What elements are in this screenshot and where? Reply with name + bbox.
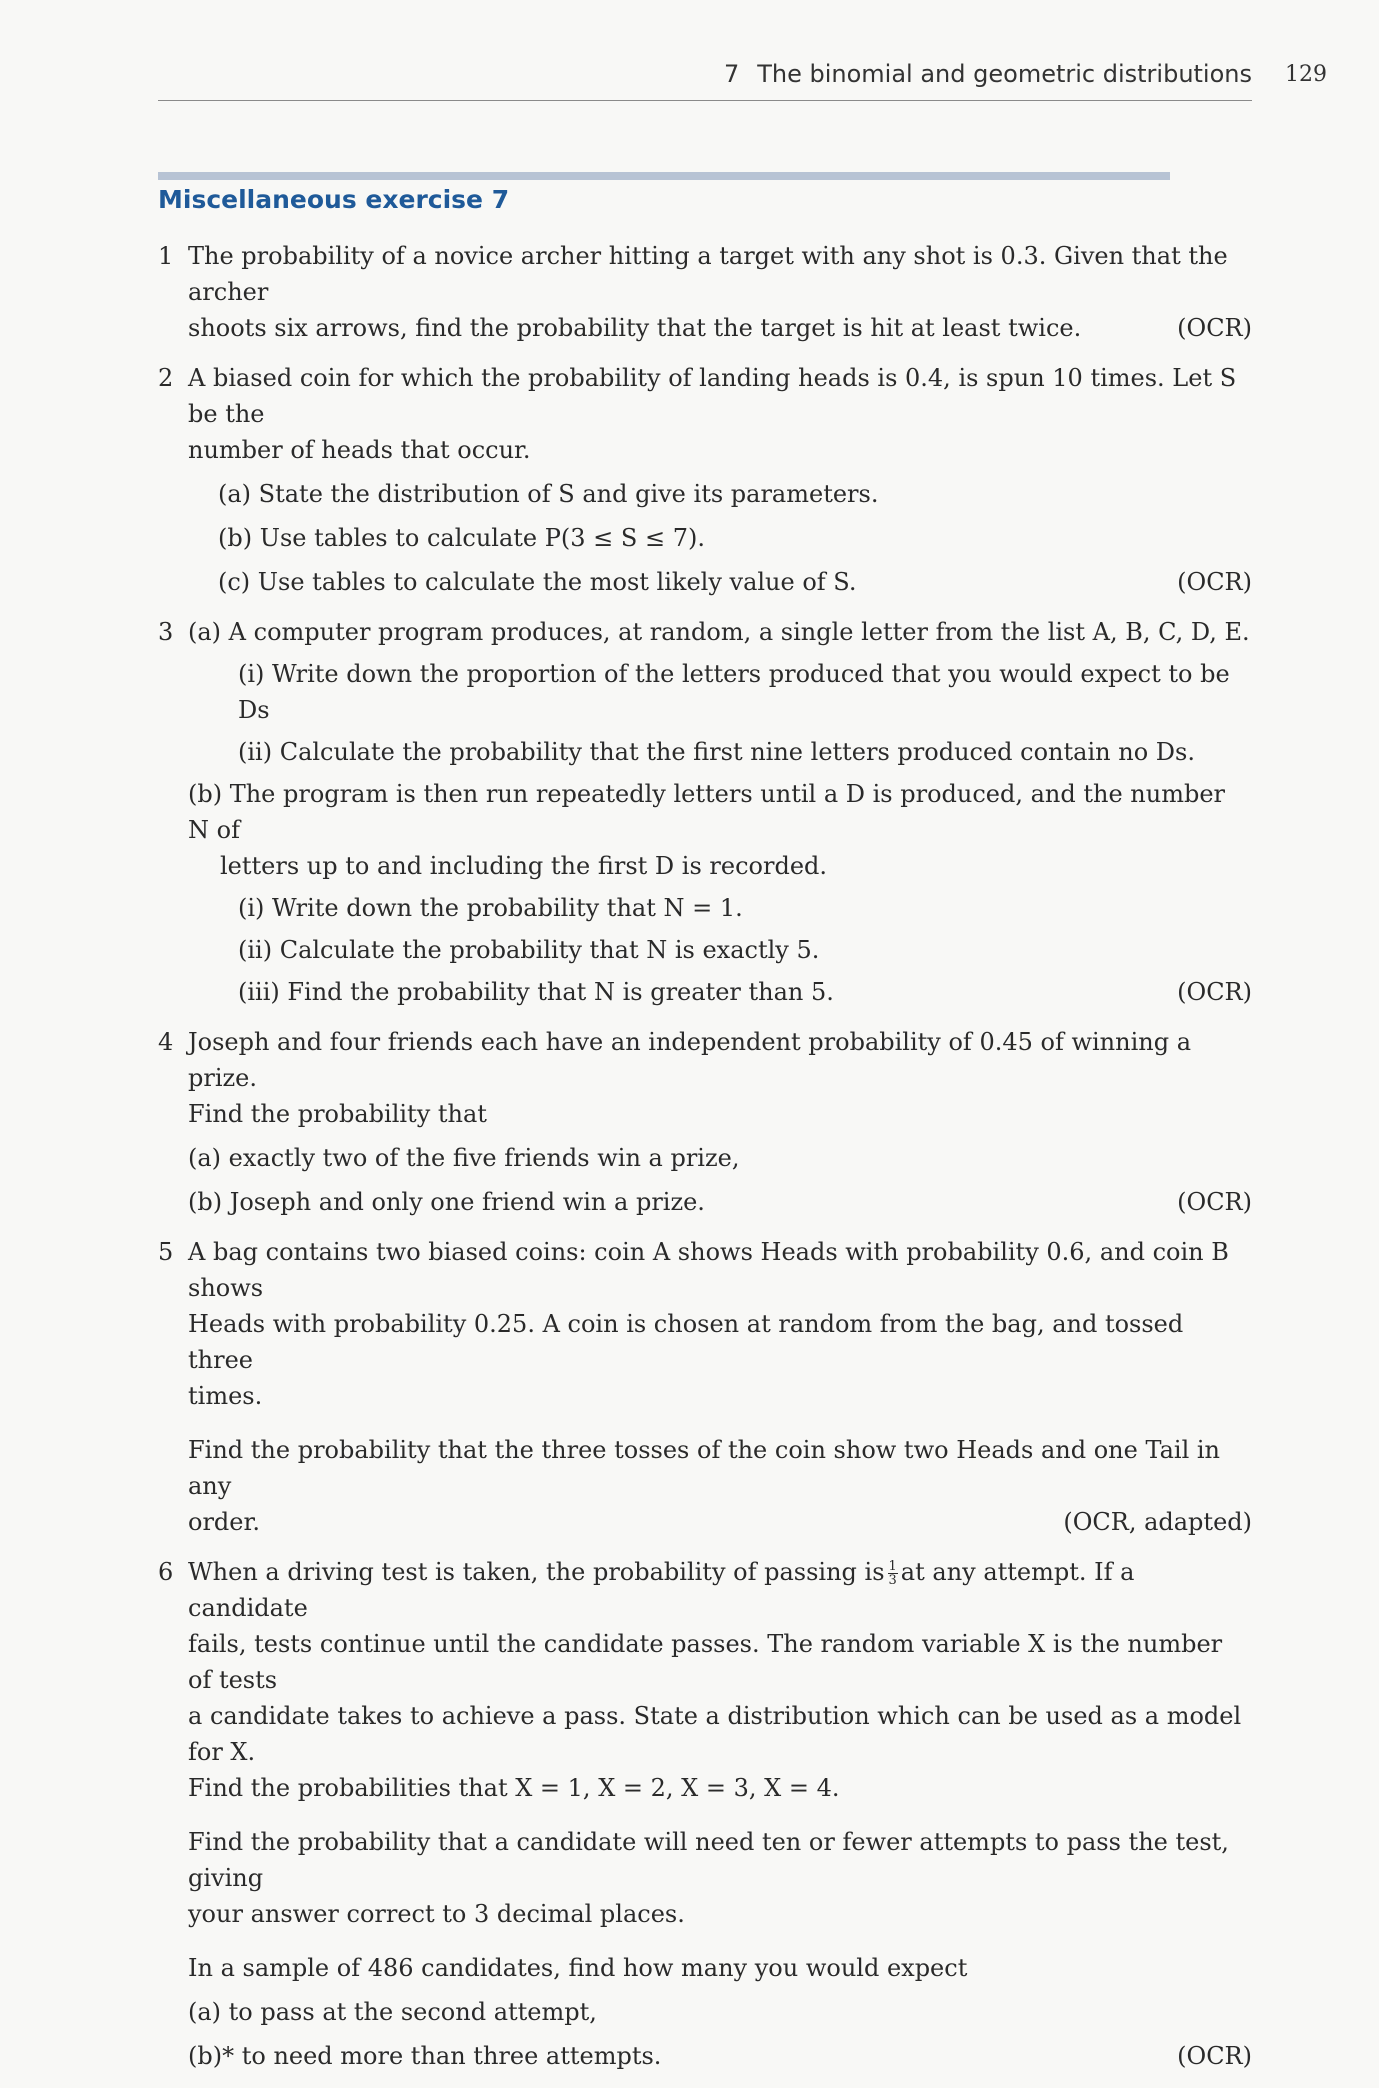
question-text: Joseph and four friends each have an independent probability of 0.45 of winning a prize.	[188, 1028, 1192, 1092]
part-b-i: (i) Write down the probability that N = 1.	[238, 894, 743, 922]
question-text: your answer correct to 3 decimal places.	[188, 1900, 685, 1928]
question-2	[158, 360, 1252, 600]
question-text: Find the probability that	[188, 1100, 487, 1128]
question-1	[158, 238, 1252, 346]
part-a: (a) State the distribution of S and give its parameters.	[218, 480, 879, 508]
running-header	[158, 58, 1252, 101]
question-text: In a sample of 486 candidates, find how many you would expect	[188, 1954, 968, 1982]
part-b-iii: (iii) Find the probability that N is greater than 5.	[238, 978, 834, 1006]
source-label: (OCR)	[1177, 1188, 1252, 1216]
question-5	[158, 1234, 1252, 1540]
question-number: 2	[158, 364, 174, 392]
question-text-line	[188, 1504, 1252, 1540]
exercise-content	[158, 238, 1252, 2088]
part-b-line	[188, 1184, 1252, 1220]
question-text: at any attempt. If a candidate	[188, 1558, 1135, 1622]
part-b-iii-line	[188, 974, 1252, 1010]
part-a-ii: (ii) Calculate the probability that the first nine letters produced contain no Ds.	[238, 738, 1195, 766]
question-text: order.	[188, 1508, 260, 1536]
question-text: Find the probability that the three tosses of the coin show two Heads and one Tail in any	[188, 1436, 1221, 1500]
part-b: (b) The program is then run repeatedly letters until a D is produced, and the number N of	[188, 780, 1226, 844]
question-number: 6	[158, 1558, 174, 1586]
part-b: (b) Use tables to calculate P(3 ≤ S ≤ 7).	[218, 524, 705, 552]
source-label: (OCR)	[1177, 978, 1252, 1006]
part-a: (a) to pass at the second attempt,	[188, 1998, 597, 2026]
question-text: Find the probabilities that X = 1, X = 2, X = 3, X = 4.	[188, 1774, 840, 1802]
question-text: shoots six arrows, find the probability that the target is hit at least twice.	[188, 314, 1082, 342]
question-text: number of heads that occur.	[188, 436, 531, 464]
question-number: 5	[158, 1238, 174, 1266]
fraction-numerator: 1	[888, 1559, 897, 1574]
part-b-line	[188, 2038, 1252, 2074]
question-text: The probability of a novice archer hitting a target with any shot is 0.3. Given that the archer	[188, 242, 1228, 306]
chapter-title: The binomial and geometric distributions	[757, 60, 1252, 88]
question-text-line	[188, 1554, 1252, 1626]
question-text: a candidate takes to achieve a pass. State a distribution which can be used as a model for X.	[188, 1702, 1242, 1766]
chapter-number: 7	[723, 60, 740, 88]
question-text: A bag contains two biased coins: coin A shows Heads with probability 0.6, and coin B shows	[188, 1238, 1229, 1302]
source-label: (OCR)	[1177, 314, 1252, 342]
part-a: (a) A computer program produces, at random, a single letter from the list A, B, C, D, E.	[188, 618, 1250, 646]
section-title-bar	[158, 172, 1170, 180]
question-text: A biased coin for which the probability of landing heads is 0.4, is spun 10 times. Let S be the	[188, 364, 1237, 428]
part-a-i: (i) Write down the proportion of the letters produced that you would expect to be Ds	[238, 660, 1230, 724]
section-title: Miscellaneous exercise 7	[158, 185, 510, 214]
question-text-line	[188, 310, 1252, 346]
chapter-heading	[724, 60, 1252, 88]
part-b: (b)* to need more than three attempts.	[188, 2042, 662, 2070]
question-text: Heads with probability 0.25. A coin is chosen at random from the bag, and tossed three	[188, 1310, 1184, 1374]
paragraph-gap	[188, 1932, 1252, 1950]
part-c-line	[188, 564, 1252, 600]
question-3	[158, 614, 1252, 1010]
question-text: times.	[188, 1382, 263, 1410]
paragraph-gap	[188, 1806, 1252, 1824]
question-number: 3	[158, 618, 174, 646]
question-6	[158, 1554, 1252, 2074]
question-number: 4	[158, 1028, 174, 1056]
page-number: 129	[1285, 62, 1327, 87]
part-c: (c) Use tables to calculate the most likely value of S.	[218, 568, 857, 596]
paragraph-gap	[188, 1414, 1252, 1432]
question-number: 1	[158, 242, 174, 270]
fraction-denominator: 3	[888, 1573, 897, 1588]
fraction-one-third	[888, 1560, 898, 1587]
question-4	[158, 1024, 1252, 1220]
source-label: (OCR)	[1177, 2042, 1252, 2070]
question-text: Find the probability that a candidate will need ten or fewer attempts to pass the test, giving	[188, 1828, 1229, 1892]
question-text: When a driving test is taken, the probability of passing is	[188, 1558, 885, 1586]
part-b: (b) Joseph and only one friend win a prize.	[188, 1188, 705, 1216]
part-b-ii: (ii) Calculate the probability that N is exactly 5.	[238, 936, 820, 964]
part-b-continued: letters up to and including the first D is recorded.	[220, 852, 828, 880]
question-text: fails, tests continue until the candidate passes. The random variable X is the number of tests	[188, 1630, 1223, 1694]
source-label: (OCR)	[1177, 568, 1252, 596]
source-label: (OCR, adapted)	[1063, 1508, 1252, 1536]
part-a: (a) exactly two of the five friends win a prize,	[188, 1144, 740, 1172]
